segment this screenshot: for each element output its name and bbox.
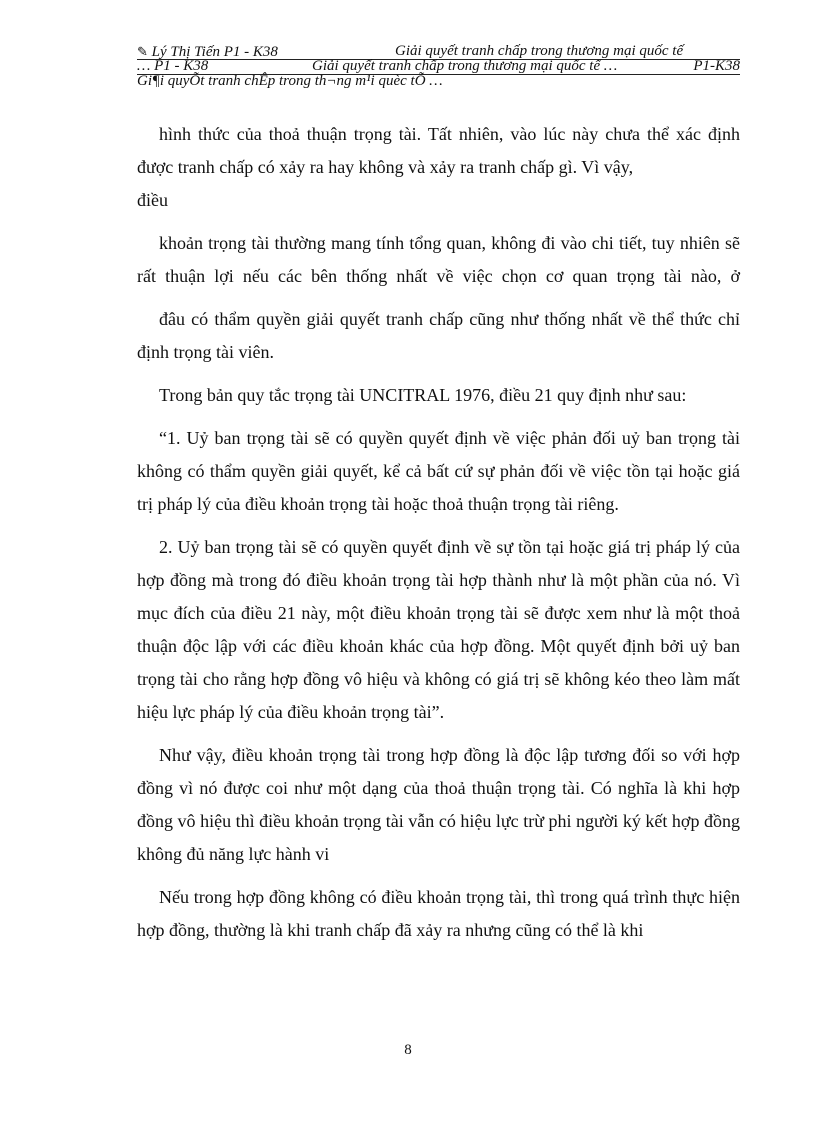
paragraph-8: Nếu trong hợp đồng không có điều khoản trọng tài, thì trong quá trình thực hiện hợp đồng, thường là khi tranh chấp đã xảy ra nhưng cũng có thể là khi — [137, 887, 740, 940]
header-line2-left: … P1 - K38 — [137, 58, 209, 74]
book-icon: ✎ — [137, 44, 148, 59]
paragraph-5: “1. Uỷ ban trọng tài sẽ có quyền quyết định về việc phản đối uỷ ban trọng tài không có thẩm quyền giải quyết, kể cả bất cứ sự phản đối về việc tồn tại hoặc giá trị pháp lý của điều khoản trọng tài hoặc thoả thuận trọng tài riêng. — [137, 428, 740, 514]
paragraph-7: Như vậy, điều khoản trọng tài trong hợp đồng là độc lập tương đối so với hợp đồng vì nó được coi như một dạng của thoả thuận trọng tài. Có nghĩa là khi hợp đồng vô hiệu thì điều khoản trọng tài vẫn có hiệu lực trừ phi người ký kết hợp đồng không đủ năng lực hành vi — [137, 745, 740, 864]
header-line2-right: P1-K38 — [693, 58, 740, 74]
page-number: 8 — [404, 1042, 412, 1058]
header-line2-title: Giải quyết tranh chấp trong thương mại quốc tế … — [312, 58, 618, 74]
header-line-3 — [137, 74, 740, 89]
paragraph-3: đâu có thẩm quyền giải quyết tranh chấp cũng như thống nhất về thể thức chỉ định trọng tài viên. — [137, 309, 740, 362]
header-line3-text: Gi¶i quyÕt tranh chÊp trong th¬ng m¹i quèc tÕ … — [137, 73, 443, 89]
paragraph-1b: điều — [137, 190, 168, 210]
paragraph-6: 2. Uỷ ban trọng tài sẽ có quyền quyết định về sự tồn tại hoặc giá trị pháp lý của hợp đồng mà trong đó điều khoản trọng tài hợp thành như là một phần của nó. Vì mục đích của điều 21 này, một điều khoản trọng tài sẽ được xem như là một thoả thuận độc lập với các điều khoản khác của hợp đồng. Một quyết định bởi uỷ ban trọng tài cho rằng hợp đồng vô hiệu và không có giá trị sẽ không kéo theo làm mất hiệu lực pháp lý của điều khoản trọng tài”. — [137, 537, 740, 722]
header-author-text: Lý Thị Tiến P1 - K38 — [151, 44, 278, 60]
paragraph-1a: hình thức của thoả thuận trọng tài. Tất nhiên, vào lúc này chưa thể xác định được tranh chấp có xảy ra hay không và xảy ra tranh chấp gì. Vì vậy, — [137, 124, 740, 177]
paragraph-2: khoản trọng tài thường mang tính tổng quan, không đi vào chi tiết, tuy nhiên sẽ rất thuận lợi nếu các bên thống nhất về việc chọn cơ quan trọng tài nào, ở — [137, 233, 740, 286]
header-line-2 — [137, 59, 740, 74]
running-header — [137, 44, 740, 89]
document-body — [137, 118, 740, 947]
header-line-1 — [137, 44, 740, 59]
header-title: Giải quyết tranh chấp trong thương mại quốc tế — [395, 43, 684, 59]
paragraph-4: Trong bản quy tắc trọng tài UNCITRAL 1976, điều 21 quy định như sau: — [159, 385, 687, 405]
